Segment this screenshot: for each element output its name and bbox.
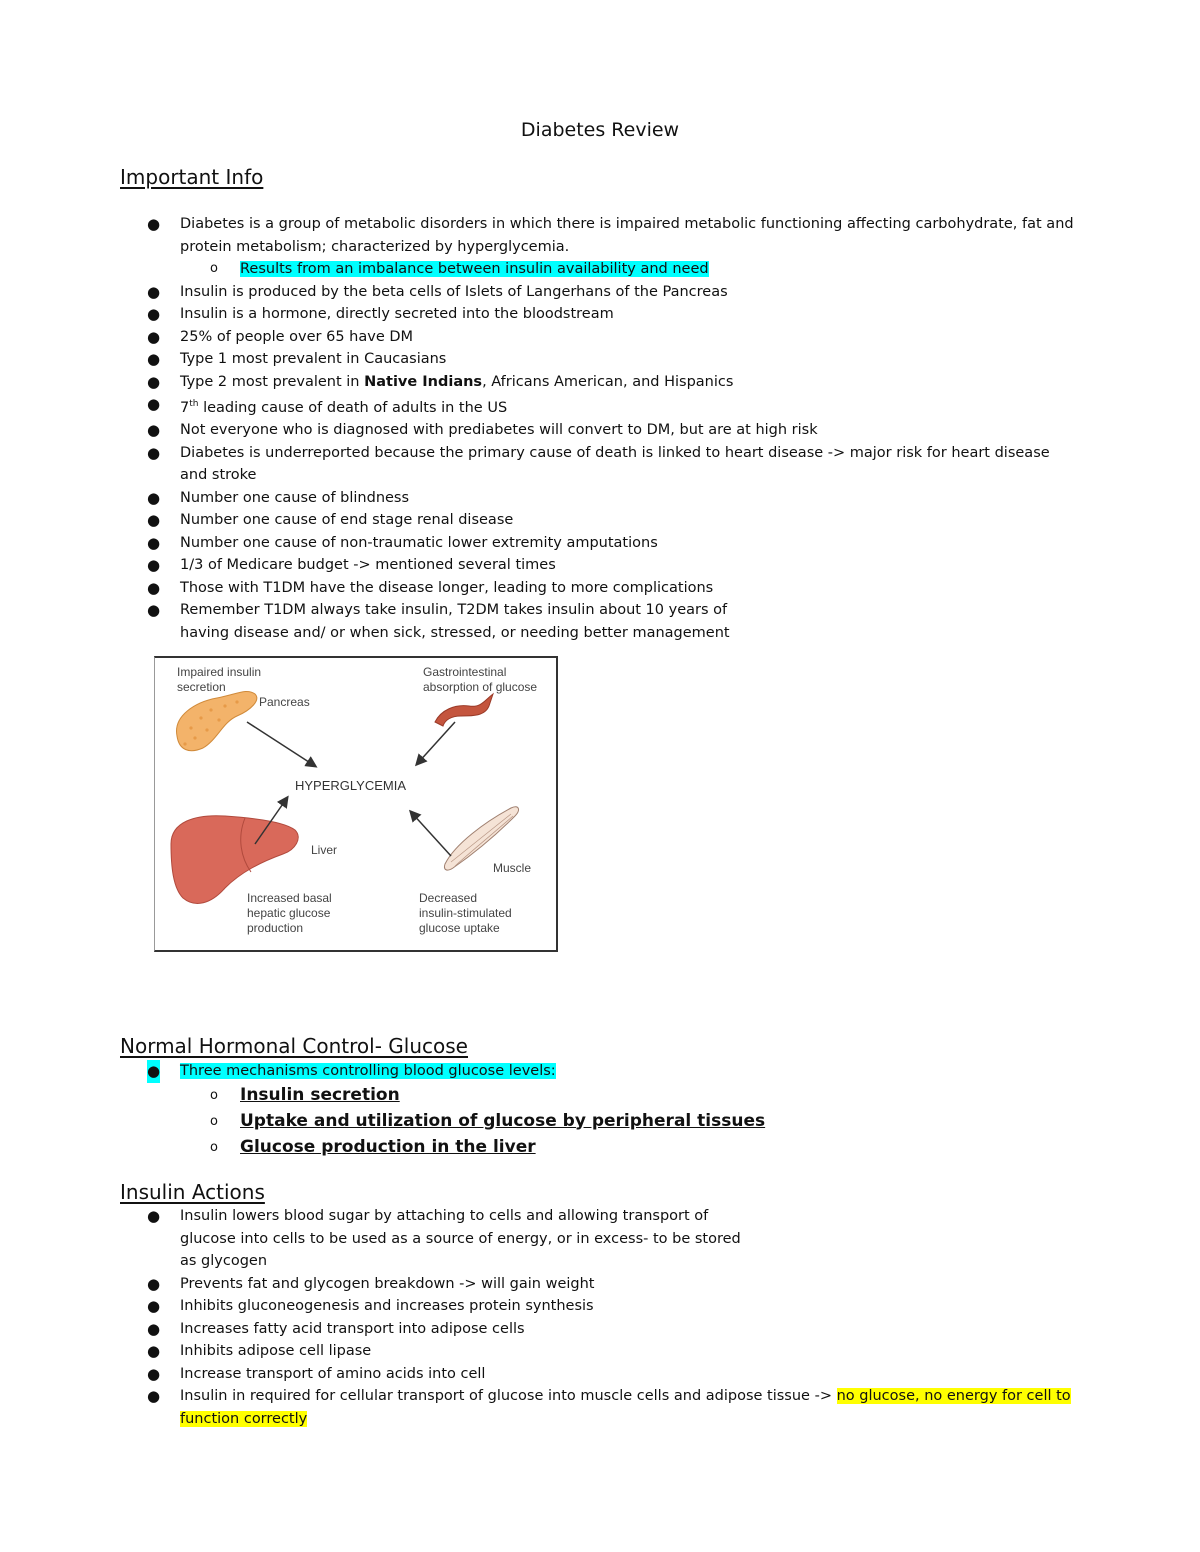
circle-bullet-icon: o xyxy=(210,261,218,276)
bullet-icon: ● xyxy=(147,327,161,346)
svg-text:insulin-stimulated: insulin-stimulated xyxy=(419,906,512,920)
list-item: ● Prevents fat and glycogen breakdown -> will gain weight xyxy=(120,1273,1080,1296)
bullet-icon: ● xyxy=(147,421,161,440)
arrow-muscle xyxy=(411,812,451,856)
bullet-icon: ● xyxy=(147,511,161,530)
highlighted-text: Results from an imbalance between insulin availability and need xyxy=(240,261,709,277)
bullet-icon: ● xyxy=(147,556,161,575)
bullet-icon: ● xyxy=(147,1319,161,1338)
list-item: ● Those with T1DM have the disease longer, leading to more complications xyxy=(120,577,1080,600)
heading-insulin-actions: Insulin Actions xyxy=(120,1180,265,1204)
list-item: ● Number one cause of blindness xyxy=(120,487,1080,510)
bullet-icon: ● xyxy=(147,372,161,391)
bullet-icon: ● xyxy=(147,1364,161,1383)
page-title: Diabetes Review xyxy=(520,119,680,141)
list-item: ● Increase transport of amino acids into cell xyxy=(120,1363,1080,1386)
svg-text:Liver: Liver xyxy=(311,843,338,857)
bullet-icon: ● xyxy=(147,1297,161,1315)
list-item: ● Diabetes is a group of metabolic disorders in which there is impaired metabolic functioning affecting carbohydrate, fat and protein metabolism; characterized by hyperglycemia. xyxy=(147,215,1074,255)
circle-bullet-icon: o xyxy=(210,1139,218,1155)
svg-text:Gastrointestinal: Gastrointestinal xyxy=(423,665,507,679)
heading-important-info: Important Info xyxy=(120,165,264,189)
list-subitem xyxy=(120,258,1080,281)
bullet-icon: ● xyxy=(147,1342,161,1360)
bullet-icon: ● xyxy=(147,1387,161,1405)
hyperglycemia-diagram-svg xyxy=(155,658,557,952)
gastrointestinal-icon xyxy=(435,694,493,726)
bullet-icon: ● xyxy=(147,350,161,368)
hyperglycemia-diagram xyxy=(154,656,558,952)
list-item: ● Diabetes is underreported because the primary cause of death is linked to heart disease -> major risk for heart disease and stroke xyxy=(147,443,1050,484)
arrow-gi xyxy=(417,722,455,764)
svg-text:absorption of glucose: absorption of glucose xyxy=(423,680,538,694)
svg-text:Muscle: Muscle xyxy=(493,861,532,875)
svg-text:secretion: secretion xyxy=(177,680,226,694)
highlighted-text: no glucose, no energy for cell to function correctly xyxy=(180,1388,1071,1427)
bullet-icon: ● xyxy=(147,1060,160,1083)
list-item: ● Remember T1DM always take insulin, T2DM takes insulin about 10 years of having disease and/ or when sick, stressed, or needing better management xyxy=(147,601,730,641)
bullet-icon: ● xyxy=(147,533,161,552)
highlighted-text: Three mechanisms controlling blood glucose levels: xyxy=(180,1063,556,1079)
list-subitem: o Insulin secretion xyxy=(120,1083,1080,1109)
insulin-actions-list xyxy=(120,1205,1080,1430)
svg-text:Pancreas: Pancreas xyxy=(259,695,310,709)
list-subitem: o Glucose production in the liver xyxy=(120,1135,1080,1161)
list-item: ● Insulin is a hormone, directly secreted into the bloodstream xyxy=(120,303,1080,326)
list-item: ● Insulin is produced by the beta cells of Islets of Langerhans of the Pancreas xyxy=(120,281,1080,304)
list-item: ● Inhibits adipose cell lipase xyxy=(120,1340,1080,1363)
circle-bullet-icon: o xyxy=(210,1087,218,1103)
list-item: ● Number one cause of end stage renal disease xyxy=(120,509,1080,532)
svg-text:Decreased: Decreased xyxy=(419,891,478,905)
bullet-icon: ● xyxy=(147,578,161,597)
list-item: ● Type 2 most prevalent in Native Indians, Africans American, and Hispanics xyxy=(120,371,1080,394)
list-item: ● Number one cause of non-traumatic lower extremity amputations xyxy=(120,532,1080,555)
list-item: ● 25% of people over 65 have DM xyxy=(120,326,1080,349)
list-item: ● Increases fatty acid transport into adipose cells xyxy=(120,1318,1080,1341)
bullet-icon: ● xyxy=(147,305,161,323)
normal-control-list xyxy=(120,1060,1080,1161)
circle-bullet-icon: o xyxy=(210,1113,218,1129)
bullet-icon: ● xyxy=(147,395,161,413)
bullet-icon: ● xyxy=(147,443,161,462)
list-item: ● 7th leading cause of death of adults in the US xyxy=(147,395,508,416)
list-item: ● 1/3 of Medicare budget -> mentioned several times xyxy=(120,554,1080,577)
bullet-icon: ● xyxy=(147,1207,161,1225)
svg-text:production: production xyxy=(247,921,304,935)
pancreas-icon xyxy=(177,691,257,750)
list-subitem: o Uptake and utilization of glucose by peripheral tissues xyxy=(120,1109,1080,1135)
list-item xyxy=(120,1060,1080,1083)
list-item: ● Inhibits gluconeogenesis and increases protein synthesis xyxy=(120,1295,1080,1318)
heading-normal-hormonal-control: Normal Hormonal Control- Glucose xyxy=(120,1034,468,1058)
svg-text:hepatic glucose: hepatic glucose xyxy=(247,906,331,920)
svg-text:glucose uptake: glucose uptake xyxy=(419,921,500,935)
bullet-icon: ● xyxy=(147,488,161,507)
bullet-icon: ● xyxy=(147,282,161,301)
bold-text: Native Indians xyxy=(364,373,483,390)
svg-text:Increased basal: Increased basal xyxy=(247,891,332,905)
svg-text:HYPERGLYCEMIA: HYPERGLYCEMIA xyxy=(295,778,407,793)
arrow-pancreas xyxy=(247,722,315,766)
list-item: ● Insulin lowers blood sugar by attaching to cells and allowing transport of glucose into cells to be used as a source of energy, or in excess- to be stored as glycogen xyxy=(147,1207,741,1269)
bullet-icon: ● xyxy=(147,601,161,620)
important-info-list xyxy=(120,213,1080,644)
list-item: ● Not everyone who is diagnosed with prediabetes will convert to DM, but are at high risk xyxy=(120,419,1080,442)
bullet-icon: ● xyxy=(147,1274,161,1293)
list-item: ● Insulin in required for cellular transport of glucose into muscle cells and adipose tissue -> no glucose, no energy for cell to function correctly xyxy=(147,1387,1071,1427)
svg-text:Impaired insulin: Impaired insulin xyxy=(177,665,262,679)
bullet-icon: ● xyxy=(147,215,161,233)
list-item: ● Type 1 most prevalent in Caucasians xyxy=(120,348,1080,371)
